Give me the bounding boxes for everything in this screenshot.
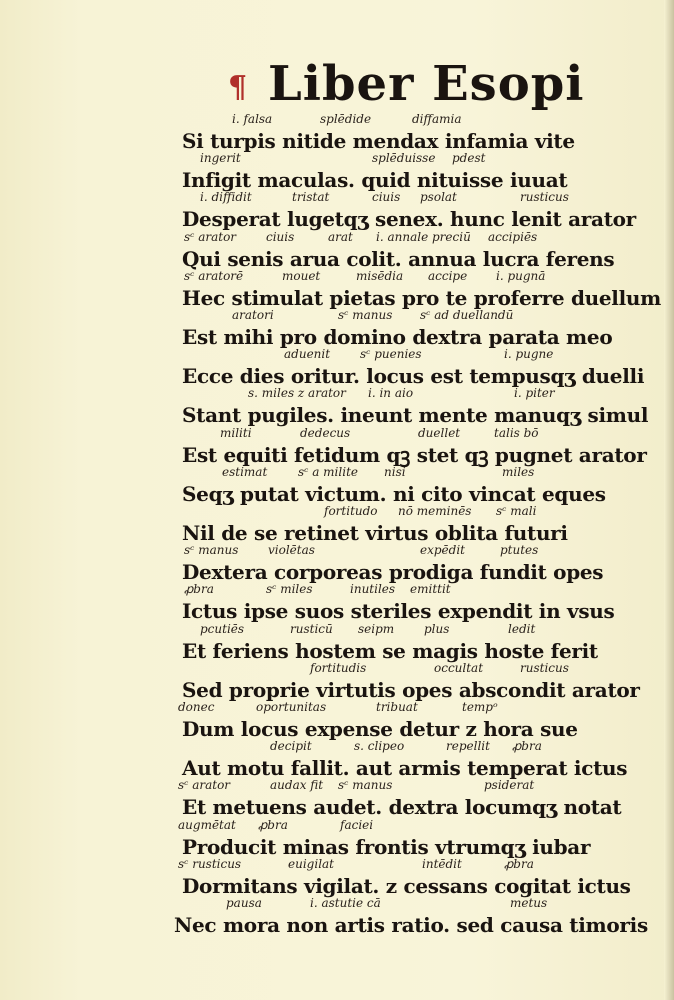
interlinear-gloss: metus: [510, 896, 548, 910]
verse-line: Dextera corporeas prodiga fundit opes: [182, 560, 604, 585]
verse-line: Est mihi pro domino dextra parata meo: [182, 325, 613, 349]
page-header: [228, 56, 585, 116]
interlinear-gloss: sᶜ rusticus: [178, 856, 242, 871]
interlinear-gloss: sᶜ ad duellandū: [420, 308, 514, 322]
interlinear-gloss: sᶜ manus: [338, 778, 393, 793]
interlinear-gloss: euigilat: [288, 856, 335, 871]
interlinear-gloss: accipe: [428, 268, 468, 283]
verse-line: Seqʒ putat victum. ni cito vincat eques: [182, 481, 606, 506]
interlinear-gloss: rusticus: [520, 660, 569, 675]
interlinear-gloss: sᶜ miles: [266, 582, 313, 597]
gloss-line: [0, 700, 674, 716]
gloss-line: [0, 543, 674, 559]
verse-line: Nil de se retinet virtus oblita futuri: [182, 521, 568, 545]
verse-line: Nec mora non artis ratio. sed causa timoris: [174, 913, 648, 937]
interlinear-gloss: augmētat: [178, 817, 236, 832]
interlinear-gloss: sᶜ puenies: [360, 347, 422, 362]
interlinear-gloss: i. pugne: [504, 347, 554, 362]
interlinear-gloss: sᶜ arator: [184, 229, 237, 244]
gloss-line: [0, 347, 674, 363]
interlinear-gloss: faciei: [340, 817, 374, 832]
interlinear-gloss: audax fit: [270, 778, 324, 793]
interlinear-gloss: inutiles: [350, 582, 396, 597]
interlinear-gloss: ingerit: [200, 151, 241, 166]
pilcrow-mark: ¶: [228, 70, 248, 105]
interlinear-gloss: sᶜ manus: [184, 543, 239, 558]
interlinear-gloss: rusticū: [290, 621, 333, 636]
interlinear-gloss: arat: [328, 229, 353, 244]
gloss-line: [0, 818, 674, 834]
interlinear-gloss: sᶜ arator: [178, 778, 231, 793]
verse-line: Stant pugiles. ineunt mente manuqʒ simul: [182, 403, 649, 428]
verse-line: Aut motu fallit. aut armis temperat ictus: [182, 756, 628, 781]
interlinear-gloss: ꝓbra: [184, 582, 214, 597]
interlinear-gloss: accipiēs: [488, 229, 538, 244]
interlinear-gloss: repellit: [446, 739, 490, 754]
interlinear-gloss: aduenit: [284, 347, 331, 362]
interlinear-gloss: ꝓbra: [504, 856, 534, 871]
interlinear-gloss: intēdit: [422, 856, 462, 871]
page-title: Liber Esopi: [268, 56, 585, 112]
verse-line: Et metuens audet. dextra locumqʒ notat: [182, 795, 622, 820]
gloss-line: [0, 504, 674, 520]
verse-line: Dum locus expense detur z hora sue: [182, 717, 578, 741]
interlinear-gloss: plus: [424, 621, 450, 636]
interlinear-gloss: tribuat: [376, 700, 418, 714]
gloss-line: [0, 739, 674, 755]
interlinear-gloss: ciuis: [372, 190, 401, 205]
verse-line: Ictus ipse suos steriles expendit in vsus: [182, 599, 615, 624]
gloss-line: [0, 896, 674, 912]
interlinear-gloss: sᶜ mali: [496, 504, 537, 518]
interlinear-gloss: militi: [220, 425, 252, 440]
gloss-line: [0, 386, 674, 402]
interlinear-gloss: pcutiēs: [200, 621, 245, 636]
verse-line: Hec stimulat pietas pro te proferre duellum: [182, 285, 661, 310]
gloss-line: [0, 661, 674, 677]
gloss-line: [0, 778, 674, 794]
page-spine-shadow: [664, 0, 674, 1000]
interlinear-gloss: duellet: [418, 425, 461, 440]
gloss-line: [0, 151, 674, 167]
gloss-line: [0, 857, 674, 873]
interlinear-gloss: talis bō: [494, 425, 539, 440]
gloss-line: [0, 622, 674, 638]
gloss-line: [0, 308, 674, 324]
interlinear-gloss: fortitudis: [310, 660, 367, 675]
interlinear-gloss: i. diffidit: [200, 190, 252, 205]
gloss-line: [0, 190, 674, 206]
interlinear-gloss: misēdia: [356, 268, 404, 283]
interlinear-gloss: i. in aio: [368, 386, 414, 401]
interlinear-gloss: tempᵒ: [462, 700, 498, 714]
interlinear-gloss: miles: [502, 464, 535, 479]
interlinear-gloss: tristat: [292, 190, 330, 205]
interlinear-gloss: i. astutie cā: [310, 896, 381, 910]
interlinear-gloss: s. clipeo: [354, 739, 405, 754]
interlinear-gloss: ꝓbra: [258, 817, 288, 832]
interlinear-gloss: dedecus: [300, 425, 351, 440]
interlinear-gloss: decipit: [270, 739, 312, 754]
verse-line: Dormitans vigilat. z cessans cogitat ictus: [182, 873, 631, 898]
interlinear-gloss: i. falsa: [232, 112, 273, 126]
verse-line: Desperat lugetqʒ senex. hunc lenit arator: [182, 207, 636, 232]
interlinear-gloss: donec: [178, 700, 215, 714]
gloss-line: [0, 230, 674, 246]
interlinear-gloss: fortitudo: [324, 504, 378, 518]
verse-line: Est equiti fetidum qꝫ stet qꝫ pugnet arator: [182, 442, 647, 467]
interlinear-gloss: oportunitas: [256, 700, 327, 714]
gloss-line: [0, 582, 674, 598]
interlinear-gloss: s. miles z arator: [248, 386, 346, 401]
gloss-line: [0, 426, 674, 442]
interlinear-gloss: nō meminēs: [398, 504, 472, 518]
verse-line: Producit minas frontis vtrumqʒ iubar: [182, 834, 591, 859]
interlinear-gloss: diffamia: [412, 112, 462, 126]
interlinear-gloss: i. pugnā: [496, 268, 546, 283]
gloss-line: [0, 465, 674, 481]
interlinear-gloss: pausa: [226, 896, 262, 910]
interlinear-gloss: i. annale preciū: [376, 229, 471, 244]
interlinear-gloss: rusticus: [520, 190, 569, 205]
gloss-line: [0, 269, 674, 285]
interlinear-gloss: violētas: [268, 543, 315, 558]
interlinear-gloss: expēdit: [420, 543, 465, 558]
interlinear-gloss: estimat: [222, 464, 268, 479]
interlinear-gloss: ptutes: [500, 543, 539, 558]
interlinear-gloss: pdest: [452, 151, 486, 166]
interlinear-gloss: ledit: [508, 621, 536, 636]
interlinear-gloss: mouet: [282, 268, 321, 283]
verse-line: Ecce dies oritur. locus est tempusqʒ duelli: [182, 364, 645, 389]
interlinear-gloss: sᶜ a milite: [298, 464, 358, 479]
interlinear-gloss: emittit: [410, 582, 451, 597]
interlinear-gloss: psolat: [420, 190, 457, 205]
gloss-line: [0, 112, 674, 128]
interlinear-gloss: i. piter: [514, 386, 555, 401]
verse-line: Infigit maculas. quid nituisse iuuat: [182, 168, 568, 193]
interlinear-gloss: sᶜ aratorē: [184, 268, 244, 283]
interlinear-gloss: ciuis: [266, 229, 295, 244]
verse-line: Et feriens hostem se magis hoste ferit: [182, 638, 598, 663]
interlinear-gloss: seipm: [358, 621, 395, 636]
interlinear-gloss: psiderat: [484, 778, 535, 793]
verse-line: Sed proprie virtutis opes abscondit arator: [182, 677, 640, 702]
interlinear-gloss: aratori: [232, 308, 274, 322]
interlinear-gloss: splēdide: [320, 112, 372, 126]
interlinear-gloss: sᶜ manus: [338, 308, 393, 322]
interlinear-gloss: splēduisse: [372, 151, 436, 166]
verse-line: Qui senis arua colit. annua lucra ferens: [182, 246, 615, 271]
verse-line: Si turpis nitide mendax infamia vite: [182, 129, 575, 153]
interlinear-gloss: ꝓbra: [512, 739, 542, 754]
interlinear-gloss: occultat: [434, 660, 484, 675]
interlinear-gloss: nisi: [384, 464, 406, 479]
